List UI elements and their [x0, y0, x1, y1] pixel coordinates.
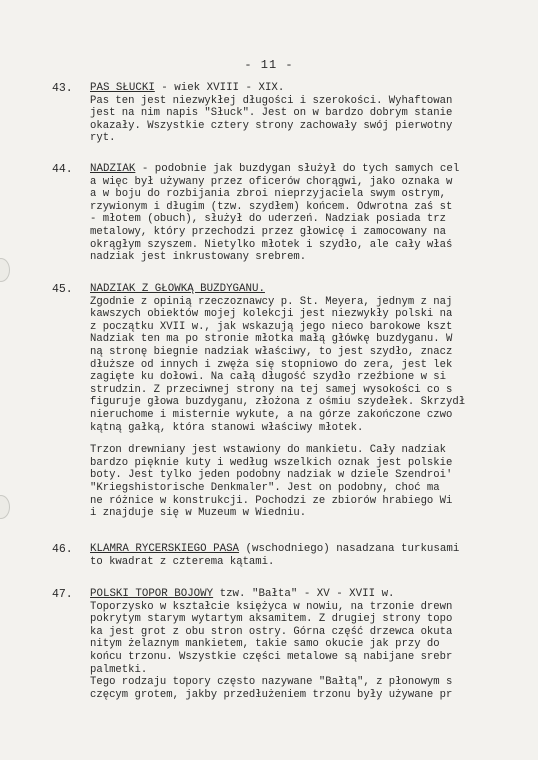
entry-number: 44.: [52, 163, 73, 176]
entry-title-rest: (wschodniego) nasadzana turkusami: [239, 543, 460, 555]
text-line: palmetki.: [90, 663, 148, 676]
page-number: - 11 -: [244, 58, 294, 72]
text-line: okazały. Wszystkie cztery strony zachowały swój pierwotny: [90, 119, 453, 132]
text-line: ryt.: [90, 132, 116, 145]
text-line: z początku XVII w., jak wskazują jego nieco barokowe kszt: [90, 320, 453, 333]
text-line: kątną gałką, która stanowi właściwy młotek.: [90, 421, 364, 434]
text-line: Tego rodzaju topory często nazywane "Bałtą", z płonowym s: [90, 676, 453, 689]
text-line: końcu trzonu. Wszystkie części metalowe są nabijane srebr: [90, 650, 453, 663]
text-line: ną stronę biegnie nadziak właściwy, to jest szydło, znacz: [90, 345, 453, 358]
punch-hole-mark: [0, 495, 10, 519]
text-line: a w boju do rozbijania zbroi nieprzyjaciela swym ostrym,: [90, 188, 447, 201]
entry-title-rest: - wiek XVIII - XIX.: [154, 82, 285, 94]
entry-number: 47.: [52, 588, 73, 601]
text-line: a więc był używany przez oficerów chorągwi, jako oznaka w: [90, 175, 453, 188]
text-line: nieruchome i misternie wykute, a na górze zakończone czwo: [90, 408, 453, 421]
text-line: ne różnice w konstrukcji. Pochodzi ze zbiorów hrabiego Wi: [90, 494, 453, 507]
text-line: Trzon drewniany jest wstawiony do mankietu. Cały nadziak: [90, 444, 447, 457]
text-line: pokrytym starym wytartym aksamitem. Z drugiej strony topo: [90, 613, 453, 626]
text-line: Zgodnie z opinią rzeczoznawcy p. St. Meyera, jednym z naj: [90, 295, 453, 308]
entry-heading: [90, 283, 532, 296]
entry-title: NADZIAK: [90, 163, 136, 175]
text-line: nitym żelaznym mankietem, takie samo okucie jak przy do: [90, 638, 440, 651]
entry-heading: [90, 163, 532, 176]
entry-heading: [90, 588, 532, 601]
entry-title-rest: - podobnie jak buzdygan służył do tych samych cel: [135, 163, 460, 175]
text-line: bardzo pięknie kuty i według wszelkich oznak jest polskie: [90, 456, 453, 469]
text-line: zagięte ku dołowi. Na całą długość szydło rzeźbione w si: [90, 371, 447, 384]
entry-number: 46.: [52, 543, 73, 556]
entry-title: NADZIAK Z GŁÓWKĄ BUZDYGANU.: [90, 283, 265, 295]
text-line: jest na nim napis "Słuck". Jest on w bardzo dobrym stanie: [90, 107, 453, 120]
text-line: "Kriegshistorische Denkmaler". Jest on podobny, choć ma: [90, 481, 440, 494]
text-line: okrągłym szyszem. Nietylko młotek i szydło, ale cały właś: [90, 238, 453, 251]
text-line: i znajduje się w Muzeum w Wiedniu.: [90, 507, 307, 520]
text-line: Toporzysko w kształcie księżyca w nowiu, na trzonie drewn: [90, 600, 453, 613]
entry-number: 43.: [52, 82, 73, 95]
text-line: Pas ten jest niezwykłej długości i szerokości. Wyhaftowan: [90, 94, 453, 107]
text-line: - młotem (obuch), służył do uderzeń. Nadziak posiada trz: [90, 213, 447, 226]
text-line: boty. Jest tylko jeden podobny nadziak w dziele Szendroi': [90, 469, 453, 482]
punch-hole-mark: [0, 258, 10, 282]
entry-number: 45.: [52, 283, 73, 296]
text-line: kawszych obiektów mojej kolekcji jest niezwykły polski na: [90, 308, 453, 321]
text-line: to kwadrat z czterema kątami.: [90, 555, 275, 568]
text-line: rzywionym i długim (tzw. szydłem) końcem. Odwrotna zaś st: [90, 200, 453, 213]
text-line: strudzin. Z przeciwnej strony na tej samej wysokości co s: [90, 383, 453, 396]
entry-heading: [90, 82, 532, 95]
text-line: metalowy, który przechodzi przez głowicę i zamocowany na: [90, 225, 447, 238]
text-line: figuruje głowa buzdyganu, złożona z ośmiu szydełek. Skrzydł: [90, 396, 466, 409]
text-line: ka jest grot z obu stron ostry. Górna część drzewca okuta: [90, 625, 453, 638]
text-line: Nadziak ten ma po stronie młotka małą główkę buzdyganu. W: [90, 333, 453, 346]
text-line: częcym grotem, jakby przedłużeniem trzonu były używane pr: [90, 688, 453, 701]
entry-title: POLSKI TOPÓR BOJOWY: [90, 588, 214, 600]
entry-heading: [90, 543, 532, 556]
entry-title: PAS SŁUCKI: [90, 82, 155, 94]
text-line: nadziak jest inkrustowany srebrem.: [90, 251, 307, 264]
entry-title-rest: tzw. "Bałta" - XV - XVII w.: [213, 588, 395, 600]
text-line: dłuższe od innych i zwęża się stopniowo do zera, jest lek: [90, 358, 453, 371]
entry-title: KLAMRA RYCERSKIEGO PASA: [90, 543, 240, 555]
